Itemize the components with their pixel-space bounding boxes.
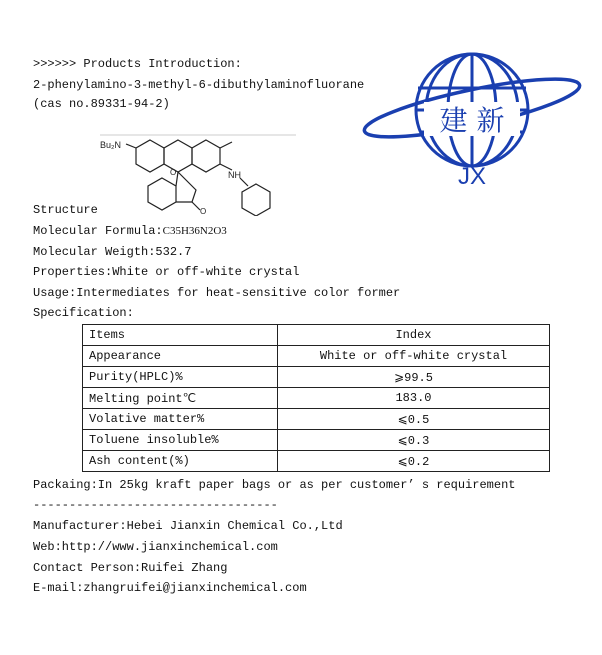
specification-label: Specification: <box>33 306 134 320</box>
divider: ---------------------------------- <box>33 498 278 512</box>
table-row <box>83 367 550 388</box>
row-index: ⩽0.3 <box>278 430 550 451</box>
web-address: Web:http://www.jianxinchemical.com <box>33 540 278 554</box>
row-item: Volative matter% <box>83 409 278 430</box>
logo-chinese-chars: 建 新 <box>439 104 505 137</box>
formula-value: C35H36N2O3 <box>162 225 227 237</box>
table-row <box>83 409 550 430</box>
row-item: Purity(HPLC)% <box>83 367 278 388</box>
row-index: White or off-white crystal <box>278 346 550 367</box>
jianxin-logo <box>358 42 586 194</box>
row-item: Ash content(%) <box>83 451 278 472</box>
contact-person: Contact Person:Ruifei Zhang <box>33 561 228 575</box>
row-item: Melting point℃ <box>83 388 278 409</box>
specification-table <box>82 324 550 472</box>
product-name: 2-phenylamino-3-methyl-6-dibuthylaminofluorane <box>33 78 365 92</box>
table-row <box>83 451 550 472</box>
row-item: Toluene insoluble% <box>83 430 278 451</box>
svg-text:O: O <box>170 168 177 177</box>
table-row <box>83 346 550 367</box>
molecular-structure-diagram <box>100 132 296 216</box>
logo-initials: JX <box>457 163 487 190</box>
usage: Usage:Intermediates for heat-sensitive color former <box>33 286 401 300</box>
amine-label: NH <box>228 170 241 180</box>
packaging: Packaing:In 25kg kraft paper bags or as per customer’ s requirement <box>33 478 516 492</box>
cas-number: (cas no.89331-94-2) <box>33 97 170 111</box>
table-row <box>83 388 550 409</box>
row-index: ⩽0.5 <box>278 409 550 430</box>
table-row <box>83 430 550 451</box>
email-address: E-mail:zhangruifei@jianxinchemical.com <box>33 581 307 595</box>
header-index: Index <box>278 325 550 346</box>
manufacturer: Manufacturer:Hebei Jianxin Chemical Co.,Ltd <box>33 519 343 533</box>
formula-line <box>33 224 227 238</box>
dibutylamino-label: Bu₂N <box>100 140 122 150</box>
row-index: 183.0 <box>278 388 550 409</box>
row-item: Appearance <box>83 346 278 367</box>
table-header-row <box>83 325 550 346</box>
intro-heading: >>>>>> Products Introduction: <box>33 57 242 71</box>
molecular-weight: Molecular Weigth:532.7 <box>33 245 192 259</box>
formula-label: Molecular Formula: <box>33 224 163 238</box>
row-index: ⩽0.2 <box>278 451 550 472</box>
svg-text:O: O <box>200 207 207 216</box>
properties: Properties:White or off-white crystal <box>33 265 300 279</box>
header-items: Items <box>83 325 278 346</box>
row-index: ⩾99.5 <box>278 367 550 388</box>
structure-label: Structure <box>33 203 98 217</box>
